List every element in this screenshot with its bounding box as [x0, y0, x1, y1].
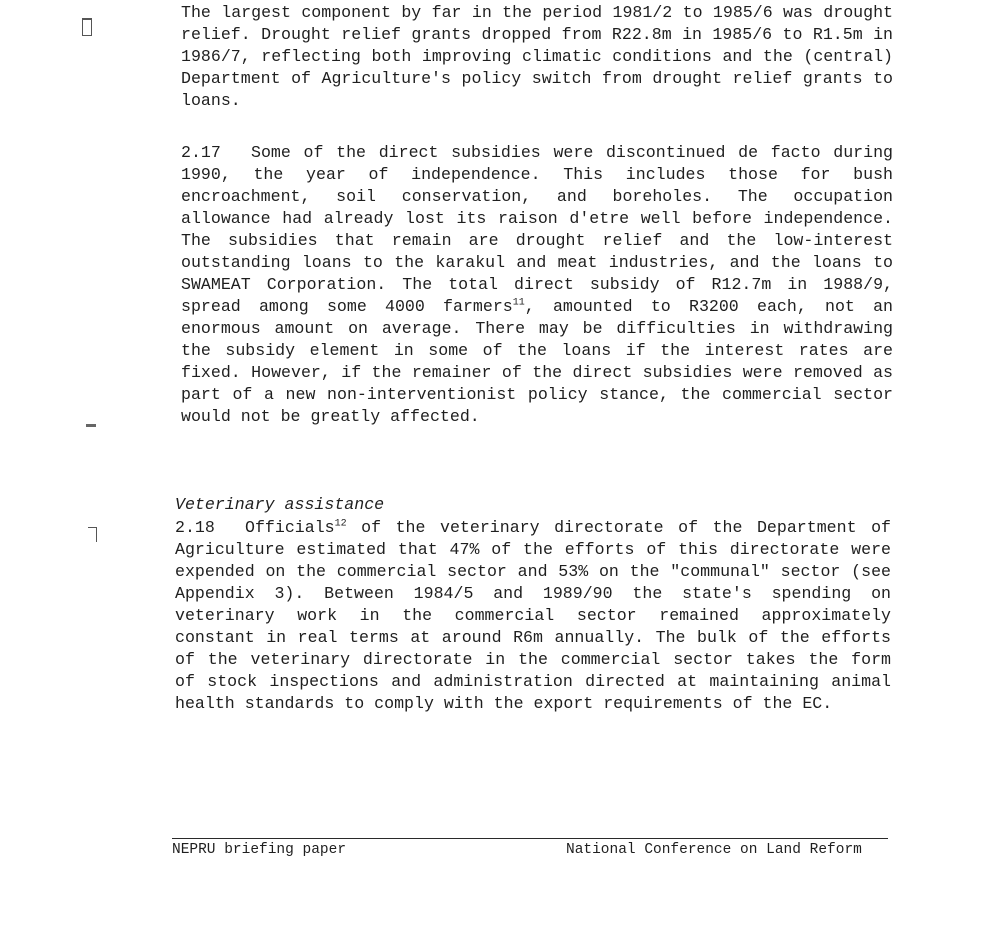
margin-dash-mark: [86, 424, 96, 427]
paragraph-text: Some of the direct subsidies were discontinued de facto during 1990, the year of independence. This includes those for bush encroachment, soil conservation, and boreholes. The occupation allowance had already lost its raison d'etre well before independence. The subsidies that remain are drought relief and the low-interest outstanding loans to the karakul and meat industries, and the loans to SWAMEAT Corporation. The total direct subsidy of R12.7m in 1988/9, spread among some 4000 farmers: [181, 143, 893, 316]
footnote-ref-11: 11: [512, 297, 525, 309]
paragraph-continued-text: The largest component by far in the period 1981/2 to 1985/6 was drought relief. Drought relief grants dropped from R22.8m in 1985/6 to R1.5m in 1986/7, reflecting both improving climatic conditions and the (central) Department of Agriculture's policy switch from drought relief grants to loans.: [181, 3, 893, 110]
paragraph-2-17: [181, 142, 893, 428]
paragraph-text-cont: of the veterinary directorate of the Department of Agriculture estimated that 47% of the efforts of this directorate were expended on the commercial sector and 53% on the "communal" sector (see Appendix 3). Between 1984/5 and 1989/90 the state's spending on veterinary work in the commercial sector remained approximately constant in real terms at around R6m annually. The bulk of the efforts of the veterinary directorate in the commercial sector takes the form of stock inspections and administration directed at maintaining animal health standards to comply with the export requirements of the EC.: [175, 518, 891, 713]
footnote-ref-12: 12: [334, 518, 347, 530]
footer-left-text: NEPRU briefing paper: [172, 842, 347, 858]
paragraph-text-cont: , amounted to R3200 each, not an enormous amount on average. There may be difficulties in withdrawing the subsidy element in some of the loans if the interest rates are fixed. However, if the remainer of the direct subsidies were removed as part of a new non-interventionist policy stance, the commercial sector would not be greatly affected.: [181, 297, 893, 426]
paragraph-number: 2.17: [181, 143, 221, 162]
margin-corner-mark: [88, 527, 97, 542]
paragraph-text: Officials: [245, 518, 335, 537]
paragraph-continued: [181, 2, 893, 112]
paragraph-number: 2.18: [175, 518, 215, 537]
footer-right-text: National Conference on Land Reform: [566, 842, 862, 858]
footer-rule: [172, 838, 888, 839]
margin-bracket-mark: [82, 18, 92, 36]
section-heading: Veterinary assistance: [175, 495, 385, 514]
paragraph-2-18: [175, 517, 891, 715]
